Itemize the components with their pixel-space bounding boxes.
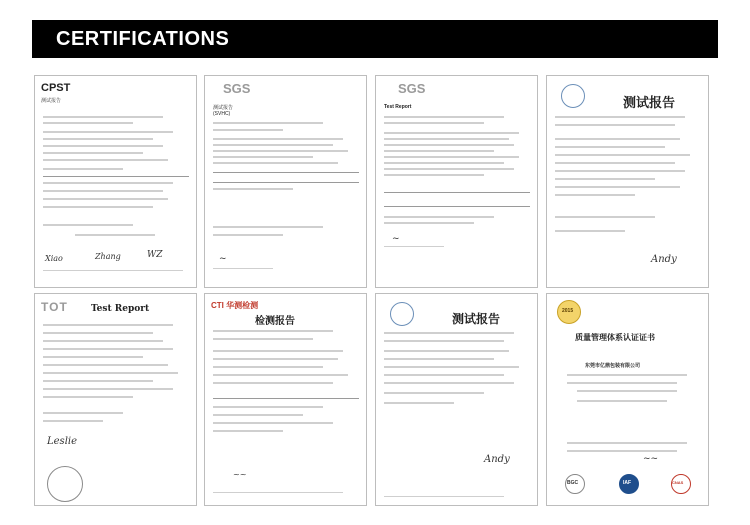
sgs-logo-2: SGS bbox=[398, 81, 426, 96]
certificate-sgs-svhc-report[interactable] bbox=[204, 75, 367, 288]
qms-certificate-title: 质量管理体系认证证书 bbox=[575, 332, 655, 342]
cnas-label: CNAS bbox=[672, 480, 684, 485]
sgs-test-report-title: Test Report bbox=[384, 104, 412, 110]
qms-signature: ~~ bbox=[643, 454, 659, 464]
certificate-test-report-cn-2[interactable] bbox=[375, 293, 538, 506]
certificate-quality-management-system[interactable] bbox=[546, 293, 709, 506]
tot-seal-icon bbox=[47, 466, 83, 502]
cpst-signature-3: WZ bbox=[147, 250, 163, 260]
certificate-cpst-test-report[interactable] bbox=[34, 75, 197, 288]
cpst-signature-2: Zhang bbox=[95, 252, 121, 261]
lab-emblem-icon-2 bbox=[390, 302, 414, 326]
cpst-logo: CPST bbox=[41, 82, 71, 94]
certificate-cti-inspection-report[interactable] bbox=[204, 293, 367, 506]
certificate-test-report-cn-1[interactable] bbox=[546, 75, 709, 288]
cti-report-title: 检测报告 bbox=[255, 316, 295, 327]
iaf-label: IAF bbox=[623, 480, 632, 486]
test-report-signature-1: Andy bbox=[651, 254, 677, 265]
sgs-svhc-title: 测试报告 bbox=[213, 105, 234, 111]
banner-title: CERTIFICATIONS bbox=[56, 28, 230, 50]
tot-report-title: Test Report bbox=[91, 304, 150, 314]
certifications-banner bbox=[32, 20, 718, 58]
cti-logo: CTI 华测检测 bbox=[211, 301, 259, 310]
bgc-label: BGC bbox=[567, 480, 579, 486]
lab-emblem-icon bbox=[561, 84, 585, 108]
award-badge-year: 2015 bbox=[562, 308, 574, 314]
cpst-report-title: 测试报告 bbox=[41, 98, 62, 104]
certificate-sgs-test-report[interactable] bbox=[375, 75, 538, 288]
test-report-title-1: 测试报告 bbox=[623, 96, 676, 111]
cti-signature: ~~ bbox=[233, 470, 247, 479]
sgs-svhc-subtitle: (SVHC) bbox=[213, 111, 231, 117]
tot-signature: Leslie bbox=[47, 436, 78, 447]
banner-accent bbox=[32, 20, 52, 58]
sgs-logo-1: SGS bbox=[223, 81, 251, 96]
qms-company-name: 东莞市亿鼎包装有限公司 bbox=[585, 363, 641, 369]
certificate-tot-test-report[interactable] bbox=[34, 293, 197, 506]
test-report-title-2: 测试报告 bbox=[452, 312, 501, 326]
sgs-test-signature: ~ bbox=[392, 234, 400, 244]
tot-logo: TOT bbox=[41, 300, 68, 314]
test-report-signature-2: Andy bbox=[484, 454, 510, 465]
cpst-signature-1: Xiao bbox=[45, 254, 63, 263]
sgs-svhc-signature: ~ bbox=[219, 254, 227, 264]
